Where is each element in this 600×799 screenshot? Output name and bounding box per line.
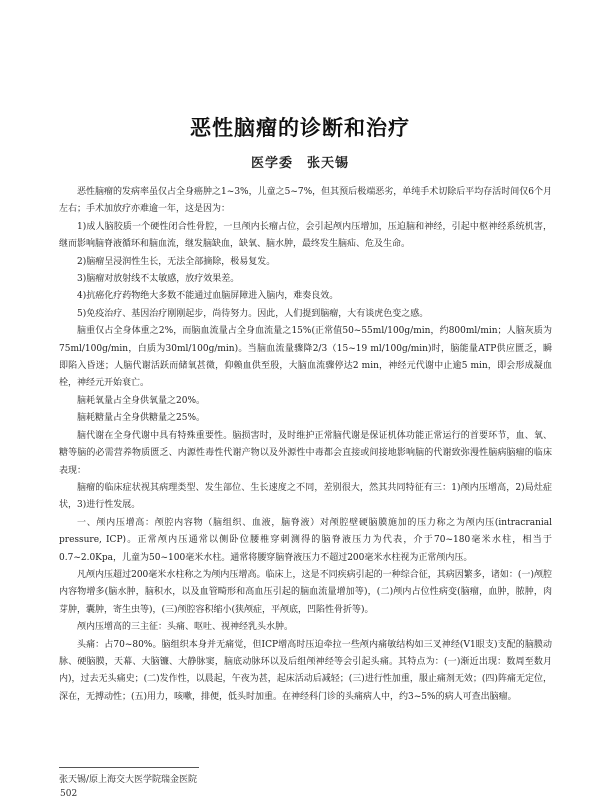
paragraph: 头痛：占70~80%。脑组织本身并无痛觉，但ICP增高时压迫牵拉一些颅内痛敏结构如三叉神经(V1眼支)支配的脑膜动脉、硬脑膜，天幕、大脑镰、大静脉窦，脑底动脉环以及后组颅神经等会引起头痛。其特点为：(一)渐近出现：数周至数月内)，过去无头痛史；(二)发作性，以晨起，午夜为甚，起床活动后减轻；(三)进行性加重，服止痛剂无效；(四)阵痛无定位，深在，无搏动性；(五)用力，咳嗽，排便，低头时加重。在神经科门诊的头痛病人中，约3~5%的病人可查出脑瘤。	[59, 639, 552, 702]
paragraph: 3)脑瘤对放射线不太敏感，放疗效果差。	[77, 274, 240, 285]
paragraph: 5)免疫治疗、基因治疗刚刚起步，尚待努力。因此，人们提到脑瘤，大有谈虎色变之感。	[77, 308, 429, 319]
paragraph: 一、颅内压增高：颅腔内容物（脑组织、血液，脑脊液）对颅腔壁硬脑膜施加的压力称之为颅内压(intracranial pressure, ICP)。正常颅内压通常以侧卧位腰椎穿刺测得的脑脊液压力为代表，介于70~180毫米水柱，相当于0.7~2.0Kpa，儿童为50~100毫米水柱。通常将腰穿脑脊液压力不超过200毫米水柱视为正常颅内压。	[59, 517, 552, 563]
article-body	[59, 184, 552, 706]
paragraph: 2)脑瘤呈浸润性生长，无法全部摘除，极易复发。	[77, 256, 276, 267]
paragraph: 脑重仅占全身体重之2%，而脑血流量占全身血流量之15%(正常值50~55ml/100g/min，约800ml/min；人脑灰质为75ml/100g/min，白质为30ml/100g/min)。当脑血流量骤降2/3（15~19 ml/100g/min)时，脑能量ATP供应匮乏，瞬即陷入昏迷；人脑代谢活跃而储氧甚微，仰赖血供至殷，大脑血流骤停达2 min，神经元代谢中止逾5 min，即会形成凝血栓，神经元开始衰亡。	[59, 326, 552, 389]
paragraph: 4)抗癌化疗药物绝大多数不能通过血脑屏障进入脑内，难奏良效。	[77, 291, 339, 302]
article-title: 恶性脑瘤的诊断和治疗	[190, 115, 410, 140]
author-affiliation-footnote: 张天锡/原上海交大医学院瑞金医院	[59, 775, 198, 785]
paragraph: 颅内压增高的三主征：头痛、呕吐、视神经乳头水肿。	[77, 622, 294, 633]
paragraph: 1)成人脑胶质一个硬性闭合性骨腔，一旦颅内长瘤占位，会引起颅内压增加，压迫脑和神经，引起中枢神经系统机害，继而影响脑脊液循环和脑血流，继发脑缺血，缺氧、脑水肿，最终发生脑疝、危及生命。	[59, 221, 552, 250]
footnote-divider	[59, 767, 199, 768]
paragraph: 恶性脑瘤的发病率虽仅占全身癌肿之1~3%，儿童之5~7%，但其预后极端恶劣，单纯手术切除后平均存活时间仅6个月左右；手术加放疗亦难逾一年，这是因为：	[59, 187, 552, 215]
paragraph: 凡颅内压超过200毫米水柱称之为颅内压增高。临床上，这是不同疾病引起的一种综合征，其病因繁多，诸如：(一)颅腔内容物增多(脑水肿，脑积水，以及血管畸形和高血压引起的脑血流量增加等)，(二)颅内占位性病变(脑瘤，血肿，脓肿，肉芽肿，囊肿，寄生虫等)，(三)颅腔容积缩小(狭颅症，平颅底，凹陷性骨折等)。	[59, 569, 552, 615]
paragraph: 脑耗氧量占全身供氧量之20%。	[77, 395, 206, 406]
page-number: 502	[60, 789, 78, 799]
paragraph: 脑耗糖量占全身供糖量之25%。	[77, 413, 206, 424]
article-authors: 医学委 张天锡	[250, 156, 349, 171]
paragraph: 脑代谢在全身代谢中具有特殊重要性。脑损害时，及时维护正常脑代谢是保证机体功能正常运行的首要环节，血、氧、糖等脑的必需营养物质匮乏、内源性毒性代谢产物以及外源性中毒都会直接或间接地影响脑的代谢致弥漫性脑病脑瘤的临床表现：	[59, 430, 552, 476]
paragraph: 脑瘤的临床症状视其病理类型、发生部位、生长速度之不同，差别很大，然其共同特征有三：1)颅内压增高，2)局灶症状，3)进行性发展。	[59, 482, 552, 511]
